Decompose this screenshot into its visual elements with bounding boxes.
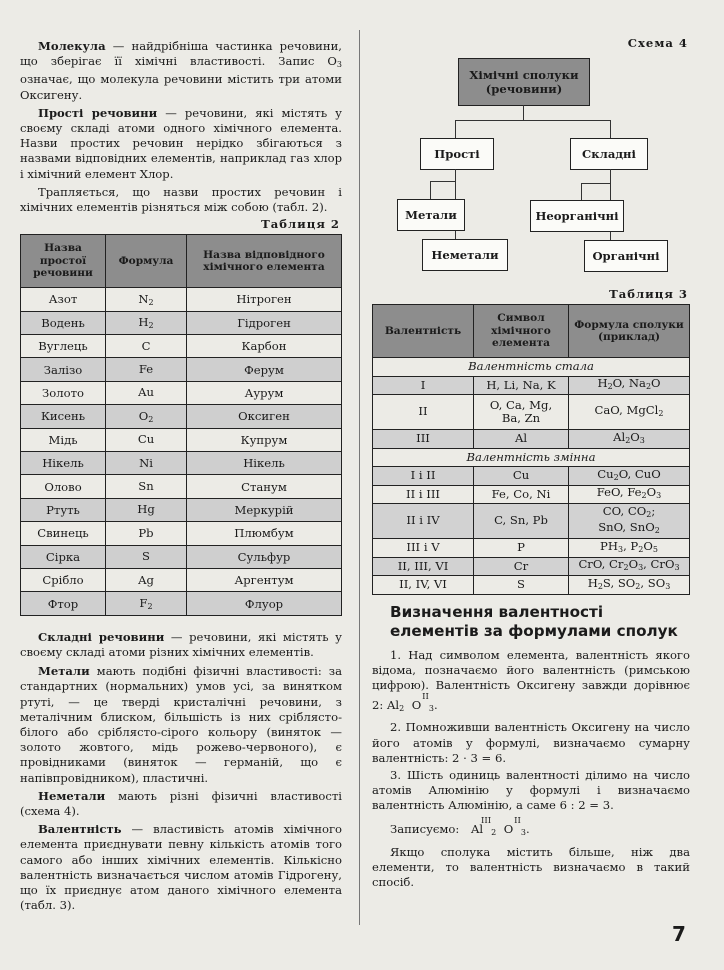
table-row: Золото Au Аурум (21, 381, 342, 404)
table-row: II, III, VI Cr CrO, $Cr_2O_3$, CrO$_3$ (373, 557, 690, 576)
table-row: Вуглець C Карбон (21, 335, 342, 358)
step-3: 3. Шість одиниць валентності ділимо на число атомів Алюмінію у формулі і визначаємо валентність Алюмінію, а саме 6 : 2 = 3. (372, 767, 690, 813)
connector-line (523, 105, 524, 120)
scheme-organic-box: Органічні (584, 240, 668, 272)
scheme-4 (372, 0, 690, 285)
step-2: 2. Помноживши валентність Оксигену на число його атомів у формулі, визначаємо сумарну валентність: 2 · 3 = 6. (372, 720, 690, 765)
page-number: 7 (672, 922, 686, 946)
paragraph-nonmetals: Неметали мають різні фізичні властивості (схема 4). (20, 788, 342, 818)
scheme-simple-box: Прості (420, 138, 494, 170)
table-row: Олово Sn Станум (21, 475, 342, 498)
table-row: III і V P $PH_3$, $P_2O_5$ (373, 539, 690, 558)
connector-line (455, 120, 456, 138)
column-divider (359, 30, 360, 925)
paragraph-metals: Метали мають подібні фізичні властивості: за стандартних (нормальних) умов усі, за винятком ртуті, — це тверді кристалічні речовини, з металічним блиском, більшість із них сріблясто-білого або сріблясто-сірого кольору (виняток — золото жовтого, мідь рожево-червоного), є провідниками (виняток — германій, що є напівпровідником), пластичні. (20, 664, 342, 785)
scheme-metals-box: Метали (397, 199, 465, 231)
table3-caption: Таблиця 3 (609, 287, 688, 301)
table-3 (372, 304, 690, 595)
table-row: Мідь Cu Купрум (21, 428, 342, 451)
table-row: II і IV C, Sn, Pb CO, $CO_2$; SnO, SnO$_2$ (373, 504, 690, 539)
table-section-row: Валентність змінна (373, 448, 690, 467)
record-formula: Записуємо: III Al $_2$ II O $_3$. (390, 815, 530, 837)
table3-header: Валентність Символ хімічного елемента Формула сполуки (приклад) (373, 305, 690, 358)
left-column (20, 0, 342, 913)
connector-line (581, 183, 582, 200)
table2-caption: Таблиця 2 (261, 217, 340, 232)
table2-header: Назва простої речовини Формула Назва відповідного хімічного елемента (21, 235, 342, 288)
scheme-nonmetals-box: Неметали (422, 239, 508, 271)
connector-line (581, 183, 611, 184)
connector-line (430, 181, 456, 182)
connector-line (430, 181, 431, 199)
table-row: Нікель Ni Нікель (21, 451, 342, 474)
paragraph-more-elements: Якщо сполука містить більше, ніж два елементи, то валентність визначаємо в такий спосіб. (372, 844, 690, 890)
right-column (372, 0, 690, 890)
paragraph-molecule: Молекула — найдрібніша частинка речовини, що зберігає її хімічні властивості. Запис $O_3$ означає, що молекула речовини містить три атоми Оксигену. (20, 39, 342, 102)
table-row: Водень $H_2$ Гідроген (21, 311, 342, 334)
table-row: II і III Fe, Co, Ni FeO, $Fe_2O_3$ (373, 485, 690, 504)
table-row: Фтор $F_2$ Флуор (21, 592, 342, 615)
table-row: III Al $Al_2O_3$ (373, 430, 690, 449)
section-heading: Визначення валентності елементів за формулами сполук (390, 602, 678, 640)
table-row: Срібло Ag Аргентум (21, 568, 342, 591)
paragraph-simple-substances: Прості речовини — речовини, які містять у своєму складі атоми одного хімічного елемента. Назви простих речовин нерідко збігаються з назвами відповідних елементів, наприклад газ хлор і хімічний елемент Хлор. (20, 105, 342, 181)
table-row: Ртуть Hg Меркурій (21, 498, 342, 521)
table-row: I H, Li, Na, K $H_2O$, $Na_2O$ (373, 376, 690, 395)
scheme-complex-box: Складні (570, 138, 648, 170)
table-row: Кисень $O_2$ Оксиген (21, 405, 342, 428)
scheme-inorganic-box: Неорганічні (530, 200, 624, 232)
paragraph-complex-substances: Складні речовини — речовини, які містять у своєму складі атоми різних хімічних елементів. (20, 629, 343, 659)
table-2 (20, 234, 342, 615)
table-row: I і II Cu $Cu_2O$, CuO (373, 467, 690, 486)
table-row: II, IV, VI S $H_2S$, $SO_2$, $SO_3$ (373, 576, 690, 595)
connector-line (610, 120, 611, 138)
table-row: Сірка S Сульфур (21, 545, 342, 568)
paragraph-names-differ: Трапляється, що назви простих речовин і хімічних елементів різняться між собою (табл. 2). (20, 184, 342, 215)
table-row: Залізо Fe Ферум (21, 358, 342, 381)
paragraph-valence: Валентність — властивість атомів хімічного елемента приєднувати певну кількість атомів того самого або інших хімічних елементів. Кількісно валентність визначається числом атомів Гідрогену, що їх приєднує атом даного хімічного елемента (табл. 3). (20, 822, 342, 913)
scheme4-caption: Схема 4 (627, 36, 688, 50)
scheme-top-box: Хімічні сполуки (речовини) (458, 58, 590, 106)
connector-line (455, 120, 610, 121)
table-row: II O, Ca, Mg, Ba, Zn CaO, MgCl$_2$ (373, 395, 690, 430)
table-section-row: Валентність стала (373, 358, 690, 377)
step-1: 1. Над символом елемента, валентність якого відома, позначаємо його валентність (римською цифрою). Валентність Оксигену завжди дорівнює 2: $Al_2$ II O $_3$. (372, 647, 690, 714)
table-row: Азот $N_2$ Нітроген (21, 288, 342, 311)
table-row: Свинець Pb Плюмбум (21, 522, 342, 545)
